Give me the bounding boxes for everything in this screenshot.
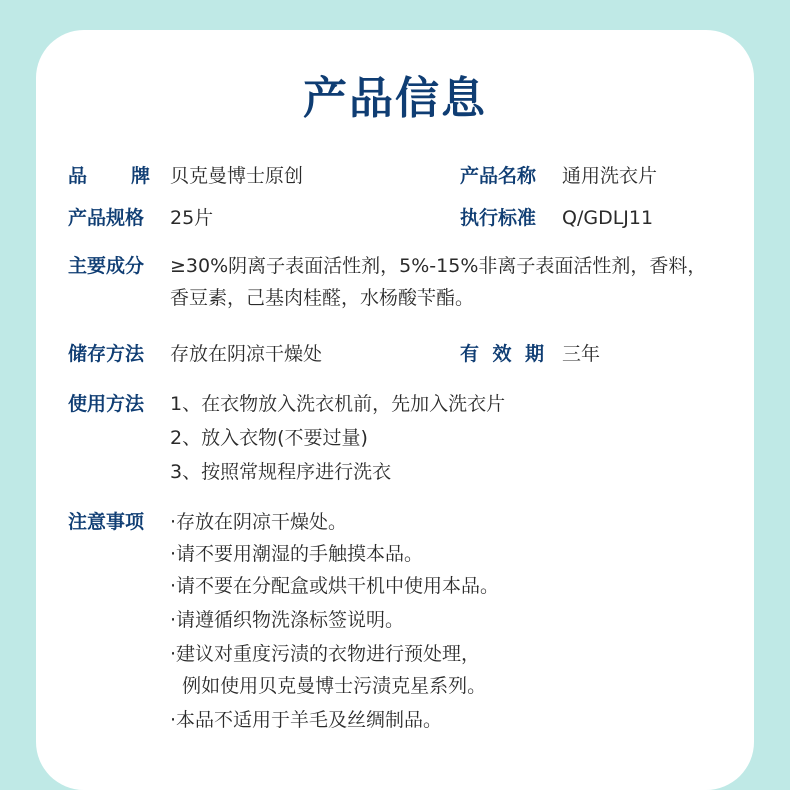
ingredients-label: 主要成分	[68, 255, 145, 277]
spec-label: 产品规格	[68, 207, 145, 229]
note-item-1: ·存放在阴凉干燥处。	[170, 511, 348, 533]
ingredients-line-2: 香豆素，己基肉桂醛，水杨酸苄酯。	[170, 287, 475, 309]
page-title: 产品信息	[303, 73, 487, 124]
storage-label: 储存方法	[68, 343, 145, 365]
notes-label: 注意事项	[68, 511, 145, 533]
usage-label: 使用方法	[68, 393, 145, 415]
brand-value: 贝克曼博士原创	[170, 165, 304, 187]
validity-label-char-1: 有	[460, 343, 480, 365]
usage-step-3: 3、按照常规程序进行洗衣	[170, 461, 392, 483]
validity-label	[460, 338, 544, 370]
note-item-3: ·请不要在分配盒或烘干机中使用本品。	[170, 575, 500, 597]
note-item-2: ·请不要用潮湿的手触摸本品。	[170, 543, 424, 565]
brand-label-char-2: 牌	[130, 165, 150, 187]
spec-value: 25片	[170, 207, 214, 229]
note-item-4: ·请遵循织物洗涤标签说明。	[170, 609, 405, 631]
storage-value: 存放在阴凉干燥处	[170, 343, 323, 365]
validity-label-char-3: 期	[524, 343, 544, 365]
product-name-label: 产品名称	[460, 165, 537, 187]
note-item-5: ·建议对重度污渍的衣物进行预处理，	[170, 643, 481, 665]
brand-label	[68, 160, 150, 192]
note-item-5-continued: 例如使用贝克曼博士污渍克星系列。	[170, 675, 487, 697]
brand-label-char-1: 品	[68, 165, 88, 187]
ingredients-line-1: ≥30%阴离子表面活性剂，5%-15%非离子表面活性剂，香料，	[170, 255, 707, 277]
note-item-6: ·本品不适用于羊毛及丝绸制品。	[170, 709, 443, 731]
validity-value: 三年	[562, 343, 601, 365]
standard-label: 执行标准	[460, 207, 537, 229]
standard-value: Q/GDLJ11	[562, 207, 654, 229]
product-name-value: 通用洗衣片	[562, 165, 658, 187]
usage-step-2: 2、放入衣物(不要过量)	[170, 427, 368, 449]
usage-step-1: 1、在衣物放入洗衣机前，先加入洗衣片	[170, 393, 506, 415]
validity-label-char-2: 效	[492, 343, 512, 365]
